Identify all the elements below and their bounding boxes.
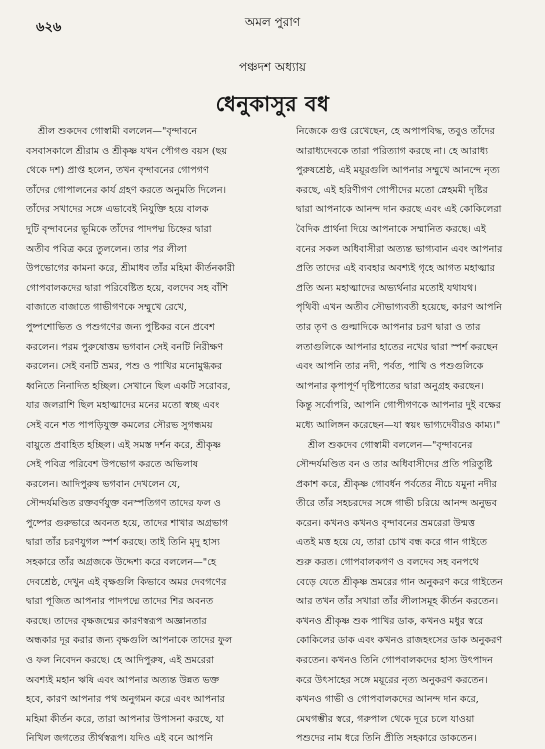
text-line: আপনার কৃপাপূর্ণ দৃষ্টিপাতের দ্বারা অনুগ্রহ করছেন। xyxy=(296,380,484,392)
text-line: করেন। কখনও কখনও বৃন্দাবনের ভ্রমরেরা উন্মত্ত xyxy=(296,517,476,529)
text-line: পৃথিবী এখন অতীব সৌভাগ্যবতী হয়েছে, কারণ আপনি xyxy=(296,302,503,314)
text-line: শুরু করত। গোপবালকগণ ও বলদেব সহ বনপথে xyxy=(296,557,479,569)
text-line: সহকারে তাঁর অগ্রজকে উদ্দেশ্য করে বললেন—"হে xyxy=(26,557,217,569)
text-line: করে উৎসাহের সঙ্গে ময়ূরের নৃত্য অনুকরণ করতেন। xyxy=(296,674,488,686)
text-line: আর তখন তাঁর সখারা তাঁর লীলাসমূহ কীর্তন করতেন। xyxy=(296,596,499,608)
text-line: উপভোগের কামনা করে, শ্রীমাধব তাঁর মহিমা কীর্তনকারী xyxy=(26,263,235,275)
page-number: ৬২৬ xyxy=(36,20,62,35)
text-line: এতই মত্ত হয়ে যে, তারা চোখ বন্ধ করে গান গাইতে xyxy=(296,537,488,549)
text-line: কিন্তু সর্বোপরি, আপনি গোপীগণকে আপনার দুই বক্ষের xyxy=(296,400,502,412)
text-line: শ্রীল শুকদেব গোস্বামী বললেন—"বৃন্দাবনে xyxy=(38,126,198,137)
text-line: সৌন্দর্যমণ্ডিত রক্তবর্ণযুক্ত বনস্পতিগণ তাদের ফল ও xyxy=(26,498,221,510)
text-line: প্রতি তাদের এই ব্যবহার অবশ্যই গৃহে আগত মহাত্মার xyxy=(296,263,495,275)
text-line: করছে। তাদের বৃক্ষজন্মের কারণস্বরূপ অজ্ঞানতার xyxy=(26,615,207,627)
text-line: আরাধ্যদেবকে তারা পরিত্যাগ করছে না। হে আরাধ্য xyxy=(296,145,489,157)
text-line: মহিমা কীর্তন করে, তারা আপনার উপাসনা করছে, যা xyxy=(26,713,225,725)
chapter-label: পঞ্চদশ অধ্যায় xyxy=(239,60,306,74)
text-line: তীরে তাঁর সহচরদের সঙ্গে গাভী চরিয়ে আনন্দ অনুভব xyxy=(296,498,498,510)
text-line: নিজেকে গুপ্ত রেখেছেন, হে অপাপবিদ্ধ, তবুও তাঁদের xyxy=(296,126,495,137)
text-line: কখনও শ্রীকৃষ্ণ শুক পাখির ডাক, কখনও মধুর স্বরে xyxy=(296,615,484,627)
text-line: দ্বারা তাঁর চরণযুগল স্পর্শ করছে। তাই তিনি মৃদু হাস্য xyxy=(26,537,220,549)
right-text-column xyxy=(296,122,530,749)
text-line: অতীব পবিত্র করে তুললেন। তার পর লীলা xyxy=(26,243,187,255)
text-line: সৌন্দর্যমণ্ডিত বন ও তার অধিবাসীদের প্রতি পরিতুষ্টি xyxy=(296,459,493,471)
text-line: করলেন। পরম পুরুষোত্তম ভগবান সেই বনটি নিরীক্ষণ xyxy=(26,341,224,353)
text-line: পুষ্পশোভিত ও পশুগণের জন্য পুষ্টিকর বনে প্রবেশ xyxy=(26,321,215,333)
text-line: পশুদের নাম ধরে তিনি প্রীতি সহকারে ডাকতেন। xyxy=(296,733,477,745)
text-line: বৈদিক প্রার্থনা দিয়ে আপনাকে সম্মানিত করছে। এই xyxy=(296,223,487,235)
text-line: তাঁদের গোপালনের কার্য গ্রহণ করতে অনুমতি দিলেন। xyxy=(26,184,227,196)
text-line: প্রতি অন্য মহাত্মাদের অভ্যর্থনার মতোই যথাযথ। xyxy=(296,282,477,294)
text-line: করছে, এই হরিণীগণ গোপীদের মতো স্নেহমমী দৃষ্টির xyxy=(296,184,488,196)
text-line: লতাগুলিকে আপনার হাতের নখের দ্বারা স্পর্শ করছেন xyxy=(296,341,498,353)
text-line: থেকে দশ) প্রাপ্ত হলেন, তখন বৃন্দাবনের গোপগণ xyxy=(26,165,209,177)
text-line: গোপবালকদের দ্বারা পরিবেষ্টিত হয়ে, বলদেব সহ বাঁশি xyxy=(26,282,229,294)
text-line: বেড়ে যেতে শ্রীকৃষ্ণ ভ্রমরের গান অনুকরণ করে গাইতেন xyxy=(296,576,503,588)
text-line: বসবাসকালে শ্রীরাম ও শ্রীকৃষ্ণ যখন পৌগণ্ড বয়স (ছয় xyxy=(26,145,228,157)
text-line: দ্বারা আপনাকে আনন্দ দান করছে এবং এই কোকিলেরা xyxy=(296,204,502,216)
text-line: পুষ্পের গুরুভারে অবনত হয়ে, তাদের শাখার অগ্রভাগ xyxy=(26,517,229,529)
text-line: ও ফল নিবেদন করছে। হে আদিপুরুষ, এই ভ্রমরেরা xyxy=(26,655,215,667)
text-line: সেই পবিত্র পরিবেশ উপভোগ করতে অভিলাষ xyxy=(26,459,199,471)
text-line: করলেন। আদিপুরুষ ভগবান দেখলেন যে, xyxy=(26,478,181,490)
text-line: সেই বনে শত পাপড়িযুক্ত কমলের সৌরভ সুগন্ধময় xyxy=(26,419,213,431)
text-line: বাজাতে বাজাতে গাভীগণকে সম্মুখে রেখে, xyxy=(26,302,187,314)
text-line: প্রকাশ করে, শ্রীকৃষ্ণ গোবর্ধন পর্বতের নীচে যমুনা নদীর xyxy=(296,478,497,490)
text-line: করতেন। কখনও তিনি গোপবালকদের হাস্য উৎপাদন xyxy=(296,655,493,667)
text-line: নিখিল জগতের তীর্থস্বরূপ। যদিও এই বনে আপনি xyxy=(26,733,213,745)
text-line: শ্রীল শুকদেব গোস্বামী বললেন—"বৃন্দাবনের xyxy=(308,439,473,451)
text-line: মধ্যে আলিঙ্গন করেছেন—যা স্বয়ং ভাগ্যদেবীরও কাম্য।" xyxy=(296,419,501,431)
text-line: দেবশ্রেষ্ঠ, দেখুন এই বৃক্ষগুলি কিভাবে অমর দেবগণের xyxy=(26,576,227,588)
running-head: অমল পুরাণ xyxy=(244,15,301,29)
text-line: যার জলরাশি ছিল মহাত্মাদের মনের মতো স্বচ্ছ এবং xyxy=(26,400,220,412)
chapter-title: ধেনুকাসুর বধ xyxy=(215,91,330,116)
text-line: ধ্বনিতে নিনাদিত হচ্ছিল। সেখানে ছিল একটি সরোবর, xyxy=(26,380,231,392)
text-line: এবং আপনি তার নদী, পর্বত, পাখি ও পশুগুলিকে xyxy=(296,361,484,373)
text-line: করলেন। সেই বনটি ভ্রমর, পশু ও পাখির মনোমুগ্ধকর xyxy=(26,361,223,373)
text-line: অবশ্যই মহান ঋষি এবং আপনার অত্যন্ত উন্নত ভক্ত xyxy=(26,674,220,686)
text-line: তার তৃণ ও গুল্মাদিকে আপনার চরণ দ্বারা ও তার xyxy=(296,321,481,333)
text-line: বনের সকল অধিবাসীরা অত্যন্ত ভাগ্যবান এবং আপনার xyxy=(296,243,503,255)
text-line: দুটি বৃন্দাবনের ভূমিকে তাঁদের পাদপদ্ম চিহ্নের দ্বারা xyxy=(26,223,212,235)
text-line: অন্ধকার দূর করার জন্য বৃক্ষগুলি আপনাকে তাদের ফুল xyxy=(26,635,233,647)
text-line: পুরুষশ্রেষ্ঠ, এই ময়ূরগুলি আপনার সম্মুখে আনন্দে নৃত্য xyxy=(296,165,500,177)
text-line: দ্বারা পূজিত আপনার পাদপদ্মে তাদের শির অবনত xyxy=(26,596,214,608)
text-line: মেঘগম্ভীর স্বরে, গরুপাল থেকে দূরে চলে যাওয়া xyxy=(296,713,475,725)
text-line: তাঁদের সখাদের সঙ্গে এভাবেই নিযুক্তি হয়ে বালক xyxy=(26,204,209,216)
text-line: হবে, কারণ আপনার পথ অনুগমন করে এবং আপনার xyxy=(26,694,225,706)
text-line: কোকিলের ডাক এবং কখনও রাজহংসের ডাক অনুকরণ xyxy=(296,635,503,647)
text-line: বায়ুতে প্রবাহিত হচ্ছিল। এই সমস্ত দর্শন করে, শ্রীকৃষ্ণ xyxy=(26,439,222,451)
text-line: কখনও গাভী ও গোপবালকদের আনন্দ দান করে, xyxy=(296,694,479,706)
left-text-column xyxy=(26,122,288,749)
